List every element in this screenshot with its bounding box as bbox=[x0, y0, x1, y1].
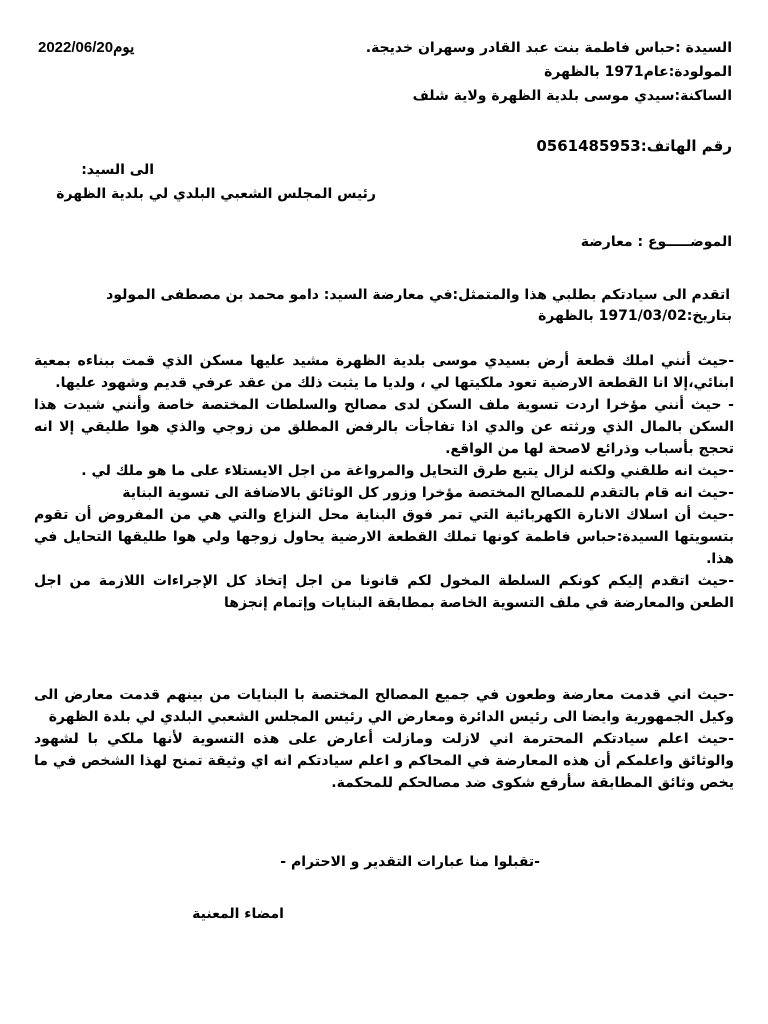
letter-subject: الموضـــــوع : معارضة bbox=[580, 234, 732, 250]
recipient-name: رئيس المجلس الشعبي البلدي لي بلدية الظهرة bbox=[56, 186, 376, 202]
intro-line-1: اتقدم الى سيادتكم بطلبي هذا والمتمثل:في معارضة السيد: دامو محمد بن مصطفى المولود bbox=[106, 287, 730, 303]
sender-name: السيدة :حباس فاطمة بنت عبد القادر وسهران خديجة. bbox=[365, 40, 732, 56]
sender-address: الساكنة:سيدي موسى بلدية الظهرة ولاية شلف bbox=[412, 88, 732, 104]
body-block-1 bbox=[34, 350, 734, 614]
signature-label: امضاء المعنية bbox=[192, 906, 284, 922]
body-paragraph: -حيث اعلم سيادتكم المحترمة اني لازلت ومازلت أعارض على هذه التسوية لأنها ملكي با لشهود والوثائق واعلمكم أن هذه المعارضة في المحاكم و اعلم سيادتكم انه اي وثيقة تمنح لهذا الشخص في ما يخص وثائق المطابقة سأرفع شكوى ضد مصالحكم للمحكمة. bbox=[34, 731, 734, 791]
body-paragraph: -حيث اني قدمت معارضة وطعون في جميع المصالح المختصة با البنايات من بينهم قدمت معارض الى وكيل الجمهورية وايضا الى رئيس الدائرة ومعارض الي رئيس المجلس الشعبي البلدي لي بلدة الظهرة bbox=[34, 687, 734, 725]
body-paragraph: -حيث اتقدم إليكم كونكم السلطة المخول لكم قانونا من اجل إتخاذ كل الإجراءات اللازمة من اجل الطعن والمعارضة في ملف التسوية الخاصة بمطابقة البنايات وإتمام إنجزها bbox=[34, 573, 734, 611]
body-paragraph: -حيث انه طلقني ولكنه لزال يتبع طرق التحايل والمروا‌غة من اجل الايستلاء على ما هو ملك لي . bbox=[81, 463, 734, 479]
closing-line: -تقبلوا منا عبارات التقدير و الاحترام - bbox=[280, 854, 540, 870]
body-paragraph: -حيث أن اسلاك الانارة الكهربائية التي تمر فوق البناية محل النزاع والتي هي من المفروض أن تقوم بتسويتها السيدة:حباس فاطمة كونها تملك القطعة الارضية يحاول زوجها ولي هوا طليقها التحايل في هذا. bbox=[34, 507, 734, 567]
body-block-2 bbox=[34, 684, 734, 794]
body-paragraph: -حيث أنني املك قطعة أرض بسيدي موسى بلدية الظهرة مشيد عليها مسكن الذي قمت ببناءه بمعية ابنائي،إلا انا القطعة الارضية تعود ملكيتها لي ، ولديا ما يثبت ذلك من عقد عرفي قديم وشهود عليها. bbox=[34, 353, 734, 391]
letter-date: 2022/06/20يوم bbox=[38, 39, 135, 56]
intro-line-2: بتاريخ:1971/03/02 بالظهرة bbox=[538, 308, 732, 324]
recipient-label: الى السيد: bbox=[81, 162, 154, 178]
body-paragraph: -حيث انه قام بالتقدم للمصالح المختصة مؤخرا وزور كل الوثائق بالاضافة الى تسوية البناية bbox=[122, 485, 734, 501]
sender-phone: رقم الهاتف:0561485953 bbox=[536, 137, 732, 155]
sender-birth: المولودة:عام1971 بالظهرة bbox=[544, 64, 732, 80]
body-paragraph: - حيث أنني مؤخرا اردت تسوية ملف السكن لدى مصالح والسلطات المختصة خاصة وأنني شيدت هذا السكن بالمال الذي ورثته عن والدي اذا تفاجأت بالرفض المطلق من زوجي والذي هوا طليقي إلا انه تحجج بأسباب وذرائع لاصحة لها من الواقع. bbox=[34, 397, 734, 457]
